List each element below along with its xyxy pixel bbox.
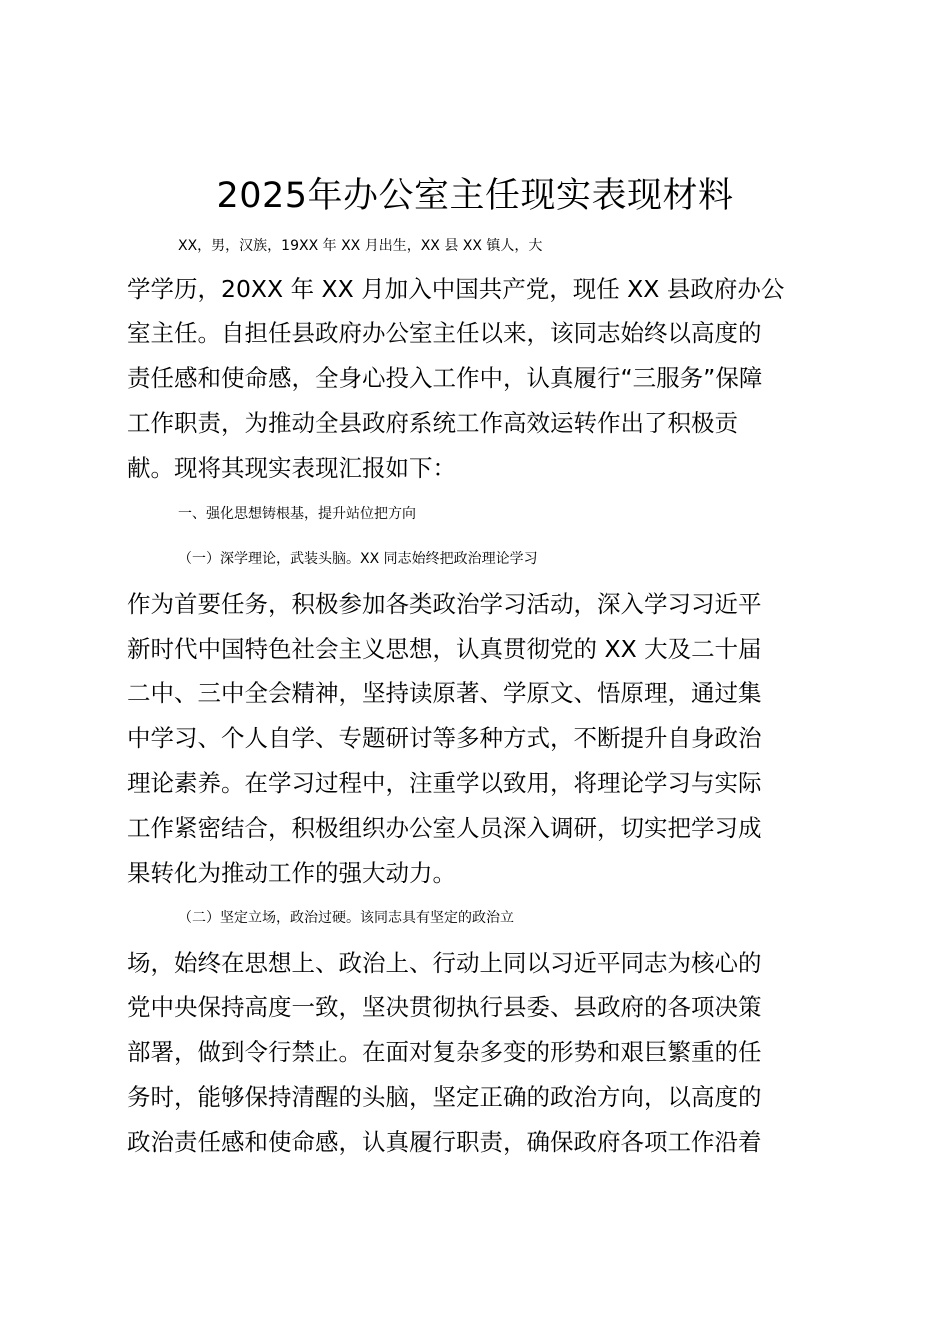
paragraph-line: 党中央保持高度一致，坚决贯彻执行县委、县政府的各项决策 (127, 993, 762, 1021)
paragraph-line: 献。现将其现实表现汇报如下： (127, 454, 456, 482)
paragraph-line: 工作紧密结合，积极组织办公室人员深入调研，切实把学习成 (127, 814, 762, 842)
paragraph-line: 二中、三中全会精神，坚持读原著、学原文、悟原理，通过集 (127, 679, 762, 707)
paragraph-line: 政治责任感和使命感，认真履行职责，确保政府各项工作沿着 (127, 1128, 762, 1156)
paragraph-line: 责任感和使命感，全身心投入工作中，认真履行“三服务”保障 (127, 364, 763, 392)
paragraph-line: 部署，做到令行禁止。在面对复杂多变的形势和艰巨繁重的任 (127, 1038, 762, 1066)
paragraph-line: （一）深学理论，武装头脑。XX 同志始终把政治理论学习 (178, 551, 538, 567)
paragraph-line: 务时，能够保持清醒的头脑，坚定正确的政治方向，以高度的 (127, 1083, 762, 1111)
paragraph-line: 新时代中国特色社会主义思想，认真贯彻党的 XX 大及二十届 (127, 635, 762, 663)
paragraph-line: 室主任。自担任县政府办公室主任以来，该同志始终以高度的 (127, 319, 762, 347)
section-heading: 一、强化思想铸根基，提升站位把方向 (178, 506, 416, 522)
paragraph-line: 场，始终在思想上、政治上、行动上同以习近平同志为核心的 (127, 949, 762, 977)
document-title: 2025年办公室主任现实表现材料 (216, 176, 734, 216)
paragraph-line: 理论素养。在学习过程中，注重学以致用，将理论学习与实际 (127, 769, 762, 797)
paragraph-line: 中学习、个人自学、专题研讨等多种方式，不断提升自身政治 (127, 724, 762, 752)
paragraph-line: 工作职责，为推动全县政府系统工作高效运转作出了积极贡 (127, 409, 738, 437)
paragraph-line: 作为首要任务，积极参加各类政治学习活动，深入学习习近平 (127, 590, 762, 618)
paragraph-line: XX，男，汉族，19XX 年 XX 月出生，XX 县 XX 镇人，大 (178, 238, 543, 254)
paragraph-line: （二）坚定立场，政治过硬。该同志具有坚定的政治立 (178, 910, 514, 926)
paragraph-line: 学学历，20XX 年 XX 月加入中国共产党，现任 XX 县政府办公 (127, 275, 785, 303)
paragraph-line: 果转化为推动工作的强大动力。 (127, 859, 456, 887)
